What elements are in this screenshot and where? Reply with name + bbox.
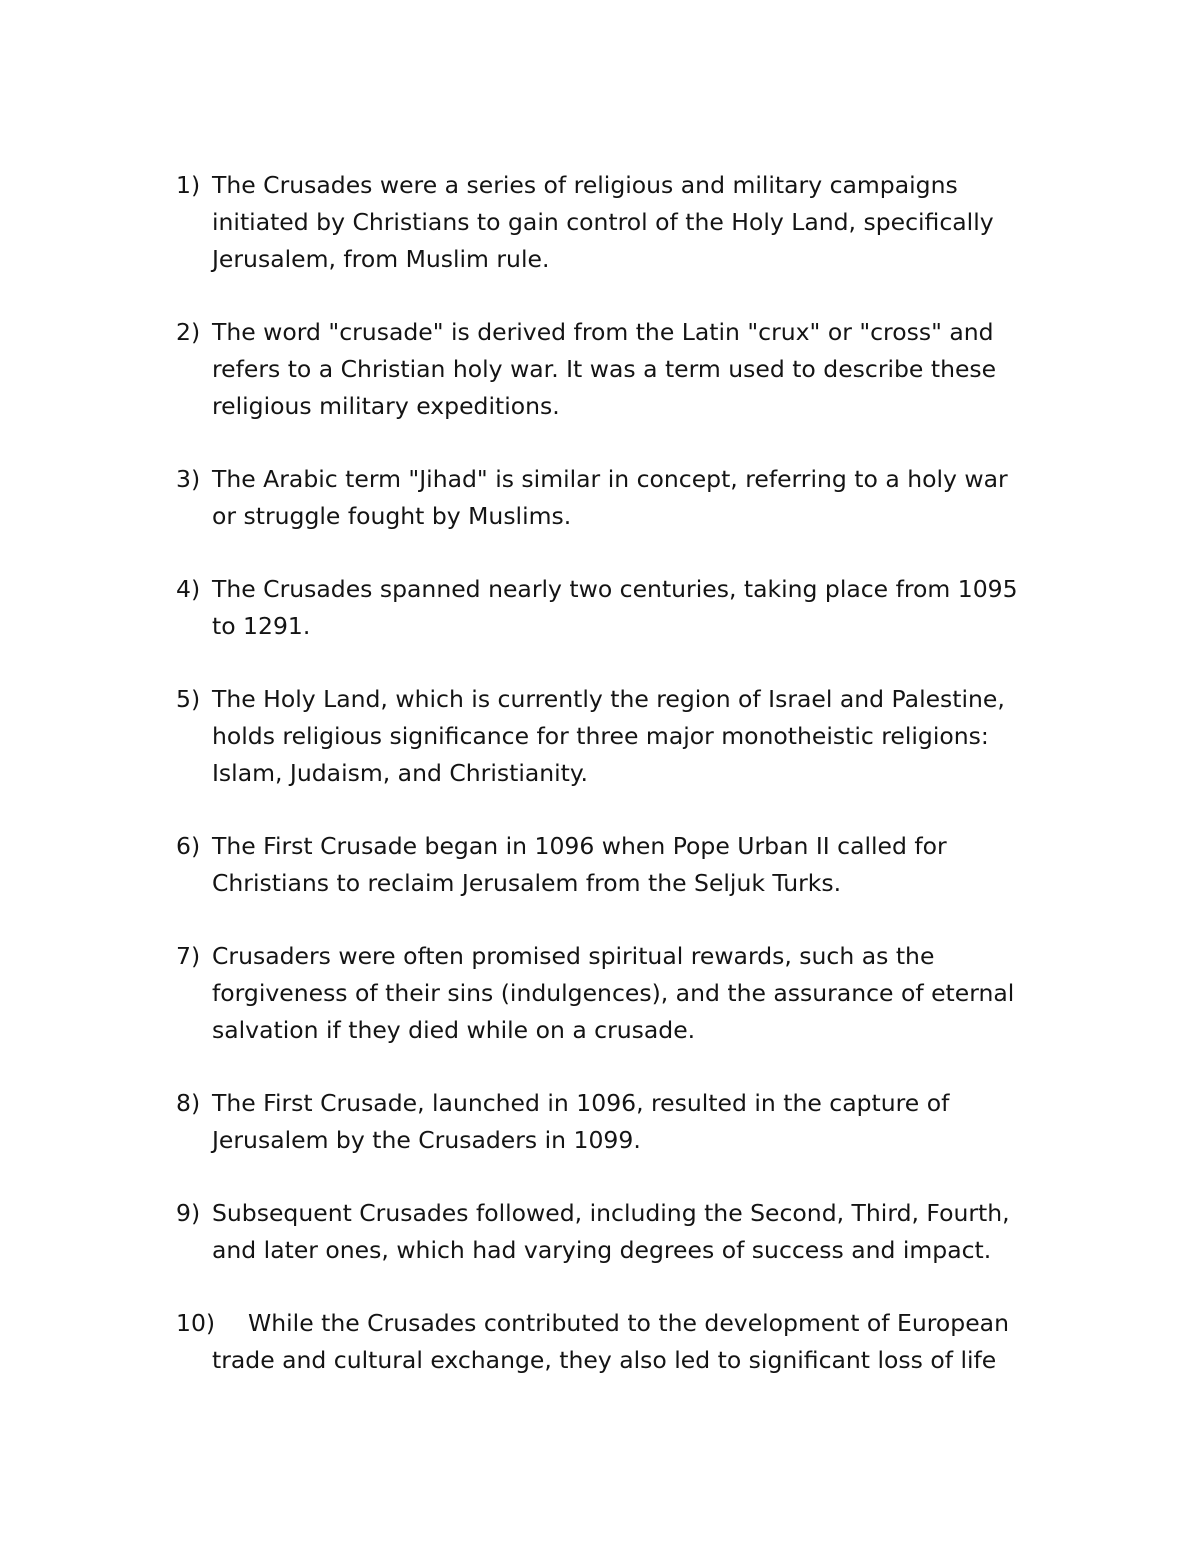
list-item (176, 314, 1066, 425)
text-line: The Holy Land, which is currently the region of Israel and Palestine, (212, 685, 1005, 713)
text-line: While the Crusades contributed to the development of European (248, 1309, 1009, 1337)
numbered-list (176, 167, 1066, 1415)
text-line: initiated by Christians to gain control of the Holy Land, specifically (212, 208, 994, 236)
text-line: refers to a Christian holy war. It was a term used to describe these (212, 355, 997, 383)
list-item-text (212, 461, 1066, 535)
list-item (176, 167, 1066, 278)
text-line: forgiveness of their sins (indulgences), and the assurance of eternal (212, 979, 1015, 1007)
text-line: Jerusalem by the Crusaders in 1099. (212, 1126, 641, 1154)
list-item-number: 10) (176, 1309, 216, 1337)
text-line: religious military expeditions. (212, 392, 560, 420)
list-item (176, 571, 1066, 645)
list-item-number: 6) (176, 832, 201, 860)
text-line: The Arabic term "Jihad" is similar in concept, referring to a holy war (212, 465, 1008, 493)
text-line: to 1291. (212, 612, 311, 640)
list-item-number: 4) (176, 575, 201, 603)
list-item-number: 1) (176, 171, 201, 199)
text-line: Islam, Judaism, and Christianity. (212, 759, 588, 787)
list-item-text (212, 1085, 1066, 1159)
text-line: salvation if they died while on a crusade. (212, 1016, 696, 1044)
list-item-number: 5) (176, 685, 201, 713)
text-line: Christians to reclaim Jerusalem from the Seljuk Turks. (212, 869, 842, 897)
list-item-text (212, 1305, 1066, 1379)
text-line: holds religious significance for three major monotheistic religions: (212, 722, 989, 750)
text-line: The First Crusade, launched in 1096, resulted in the capture of (212, 1089, 950, 1117)
text-line: and later ones, which had varying degrees of success and impact. (212, 1236, 992, 1264)
list-item (176, 461, 1066, 535)
text-line: Crusaders were often promised spiritual rewards, such as the (212, 942, 935, 970)
list-item-text (212, 1195, 1066, 1269)
text-line: Subsequent Crusades followed, including the Second, Third, Fourth, (212, 1199, 1010, 1227)
text-line: The Crusades spanned nearly two centuries, taking place from 1095 (212, 575, 1018, 603)
list-item-number: 7) (176, 942, 201, 970)
list-item (176, 1085, 1066, 1159)
list-item-text (212, 681, 1066, 792)
list-item (176, 938, 1066, 1049)
text-line: The Crusades were a series of religious and military campaigns (212, 171, 958, 199)
list-item-number: 8) (176, 1089, 201, 1117)
text-line: The First Crusade began in 1096 when Pope Urban II called for (212, 832, 947, 860)
list-item (176, 1195, 1066, 1269)
list-item (176, 828, 1066, 902)
text-line: The word "crusade" is derived from the Latin "crux" or "cross" and (212, 318, 994, 346)
list-item-number: 3) (176, 465, 201, 493)
list-item (176, 681, 1066, 792)
list-item-text (212, 167, 1066, 278)
list-item-number: 2) (176, 318, 201, 346)
text-line: trade and cultural exchange, they also led to significant loss of life (212, 1346, 997, 1374)
list-item-text (212, 314, 1066, 425)
list-item-text (212, 571, 1066, 645)
list-item-text (212, 938, 1066, 1049)
text-line: or struggle fought by Muslims. (212, 502, 572, 530)
text-line: Jerusalem, from Muslim rule. (212, 245, 550, 273)
list-item-text (212, 828, 1066, 902)
list-item-number: 9) (176, 1199, 201, 1227)
list-item (176, 1305, 1066, 1379)
